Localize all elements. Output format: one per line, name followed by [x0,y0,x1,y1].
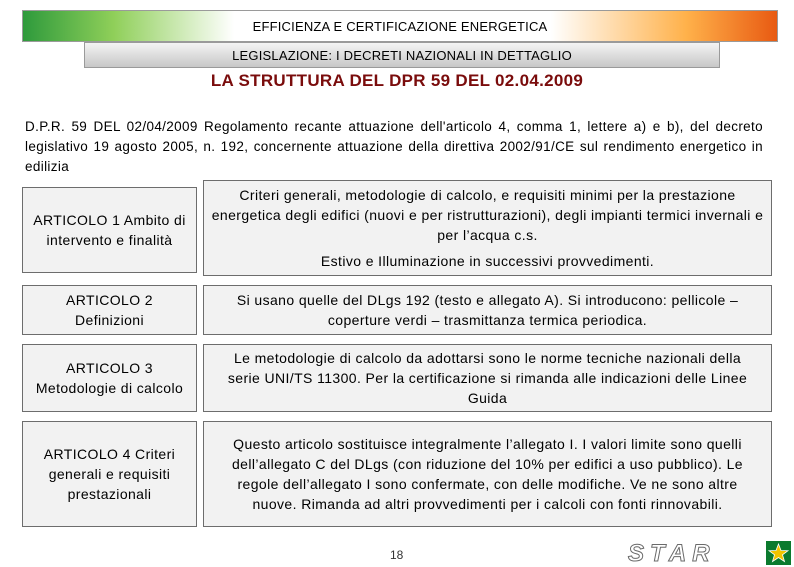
header-title-text: EFFICIENZA E CERTIFICAZIONE ENERGETICA [252,18,548,34]
header-title [22,10,778,42]
article-3-label [22,344,197,412]
logo-text: STAR [628,540,716,566]
header-subtitle-text: LEGISLAZIONE: I DECRETI NAZIONALI IN DETTAGLIO [232,47,572,63]
article-3-description [203,344,772,412]
article-2-label [22,285,197,335]
article-1-desc-note: Estivo e Illuminazione in successivi provvedimenti. [320,253,655,269]
article-3-desc-text: Le metodologie di calcolo da adottarsi sono le norme tecniche nazionali della serie UNI/TS 11300. Per la certificazione si rimanda alle indicazioni delle Linee Guida [227,350,748,406]
article-2-desc-text: Si usano quelle del DLgs 192 (testo e allegato A). Si introducono: pellicole – coperture verdi – trasmittanza termica periodica. [236,292,739,328]
star-logo-icon [618,540,793,566]
article-1-label [22,187,197,273]
article-3-label-text: ARTICOLO 3 Metodologie di calcolo [35,360,184,396]
article-1-label-text: ARTICOLO 1 Ambito di intervento e finalità [33,212,186,248]
article-2-description [203,285,772,335]
intro-text: Regolamento recante attuazione dell'articolo 4, comma 1, lettere a) e b), del decreto legislativo 19 agosto 2005, n. 192, concernente attuazione della direttiva 2002/91/CE sul rendimento energetico in edilizia [25,119,763,174]
page-title: LA STRUTTURA DEL DPR 59 DEL 02.04.2009 [210,71,584,90]
article-2-label-text: ARTICOLO 2 Definizioni [66,292,153,328]
article-4-label [22,421,197,527]
header-subtitle [84,42,720,68]
article-1-desc-text: Criteri generali, metodologie di calcolo, e requisiti minimi per la prestazione energetica degli edifici (nuovi e per ristrutturazioni), degli impianti termici invernali e per l’acqua c.s. [211,187,764,243]
article-4-label-text: ARTICOLO 4 Criteri generali e requisiti prestazionali [43,446,176,502]
article-4-desc-text: Questo articolo sostituisce integralmente l’allegato I. I valori limite sono quelli dell’allegato C del DLgs (con riduzione del 10% per edifici a uso pubblico). Le regole dell’allegato I sono confermate, con delle modifiche. Ve ne sono altre nuove. Rimanda ad altri provvedimenti per i calcoli con fonti rinnovabili. [232,436,743,512]
intro-lead: D.P.R. 59 DEL 02/04/2009 [25,119,198,134]
intro-paragraph [25,117,763,177]
article-1-description [203,180,772,276]
page-number: 18 [390,548,404,562]
article-4-description [203,421,772,527]
